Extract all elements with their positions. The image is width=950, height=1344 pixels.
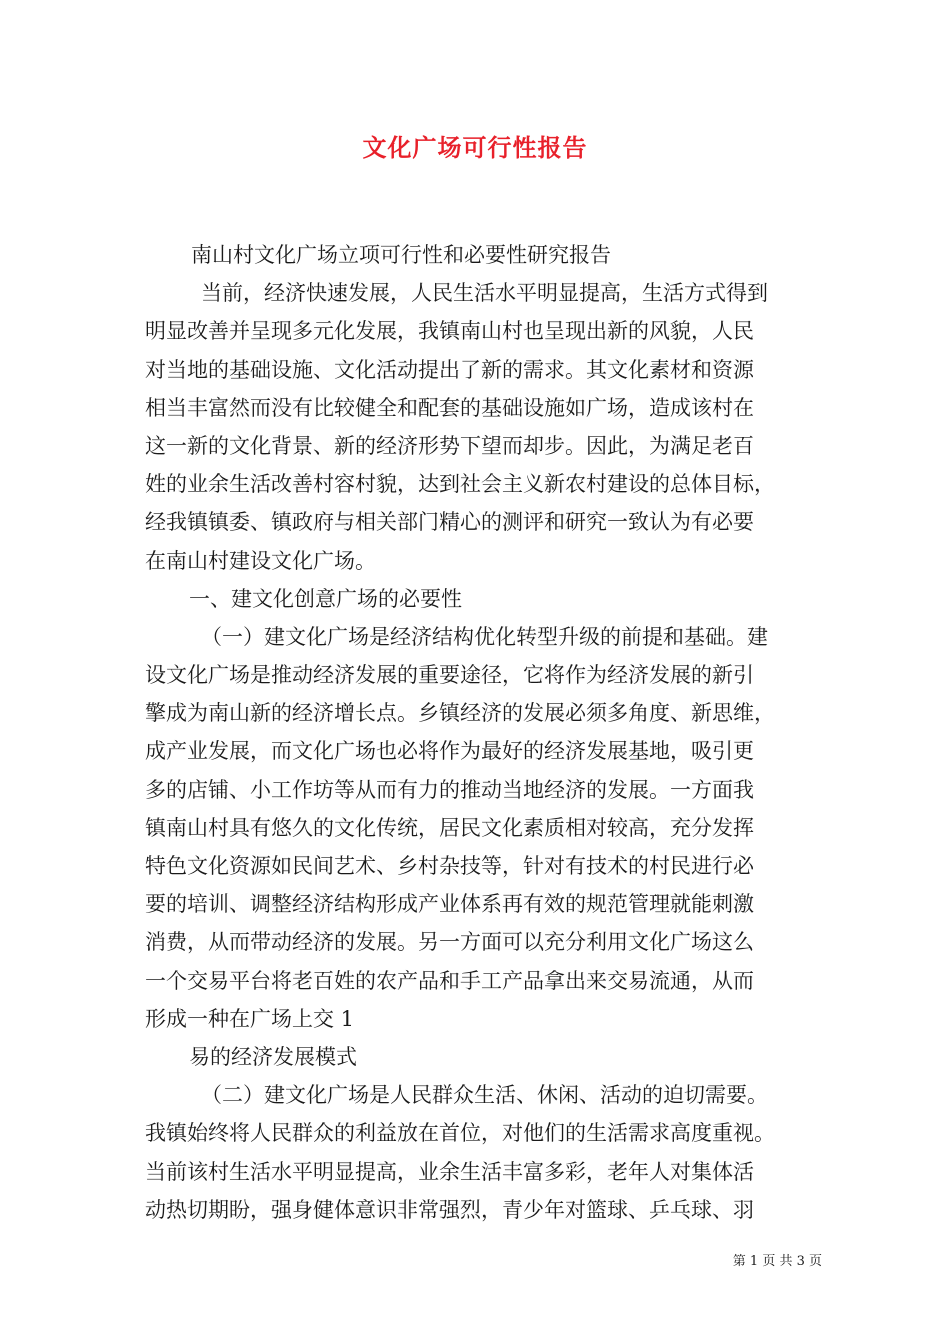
document-body <box>145 236 825 1229</box>
paragraph-line: 一个交易平台将老百姓的农产品和手工产品拿出来交易流通，从而 <box>145 968 754 993</box>
paragraph-line: 消费，从而带动经济的发展。另一方面可以充分利用文化广场这么 <box>145 930 754 955</box>
paragraph-line: 经我镇镇委、镇政府与相关部门精心的测评和研究一致认为有必要 <box>145 510 754 535</box>
paragraph-line: 我镇始终将人民群众的利益放在首位，对他们的生活需求高度重视。 <box>145 1121 775 1146</box>
paragraph-line: 易的经济发展模式 <box>189 1044 357 1069</box>
paragraph-line: 当前，经济快速发展，人民生活水平明显提高，生活方式得到 <box>201 281 768 306</box>
paragraph-line: 形成一种在广场上交 1 <box>145 1006 355 1031</box>
paragraph-line: 多的店铺、小工作坊等从而有力的推动当地经济的发展。一方面我 <box>145 777 754 802</box>
document-title: 文化广场可行性报告 <box>362 133 588 162</box>
paragraph-line: 在南山村建设文化广场。 <box>145 548 376 573</box>
paragraph-line: 这一新的文化背景、新的经济形势下望而却步。因此，为满足老百 <box>145 433 754 458</box>
paragraph-line: 明显改善并呈现多元化发展，我镇南山村也呈现出新的风貌，人民 <box>145 319 754 344</box>
paragraph-line: 特色文化资源如民间艺术、乡村杂技等，针对有技术的村民进行必 <box>145 854 754 878</box>
paragraph-line: 设文化广场是推动经济发展的重要途径，它将作为经济发展的新引 <box>145 663 754 688</box>
paragraph-line: 动热切期盼，强身健体意识非常强烈，青少年对篮球、乒乓球、羽 <box>145 1197 754 1222</box>
paragraph-line: 擎成为南山新的经济增长点。乡镇经济的发展必须多角度、新思维， <box>145 701 775 726</box>
paragraph-line: 镇南山村具有悠久的文化传统，居民文化素质相对较高，充分发挥 <box>145 815 754 840</box>
paragraph-line: 成产业发展，而文化广场也必将作为最好的经济发展基地，吸引更 <box>145 739 754 764</box>
paragraph-line: 当前该村生活水平明显提高，业余生活丰富多彩，老年人对集体活 <box>145 1159 754 1184</box>
page-number-footer: 第 1 页 共 3 页 <box>732 1254 822 1269</box>
paragraph-line: 要的培训、调整经济结构形成产业体系再有效的规范管理就能刺激 <box>145 892 754 917</box>
paragraph-line: 相当丰富然而没有比较健全和配套的基础设施如广场，造成该村在 <box>145 395 754 420</box>
section-heading: 一、建文化创意广场的必要性 <box>189 586 462 611</box>
paragraph-line: （一）建文化广场是经济结构优化转型升级的前提和基础。建 <box>201 624 768 649</box>
paragraph-line: 姓的业余生活改善村容村貌，达到社会主义新农村建设的总体目标， <box>145 472 775 497</box>
subtitle-line: 南山村文化广场立项可行性和必要性研究报告 <box>191 243 611 267</box>
paragraph-line: 对当地的基础设施、文化活动提出了新的需求。其文化素材和资源 <box>145 357 754 382</box>
paragraph-line: （二）建文化广场是人民群众生活、休闲、活动的迫切需要。 <box>201 1083 768 1108</box>
